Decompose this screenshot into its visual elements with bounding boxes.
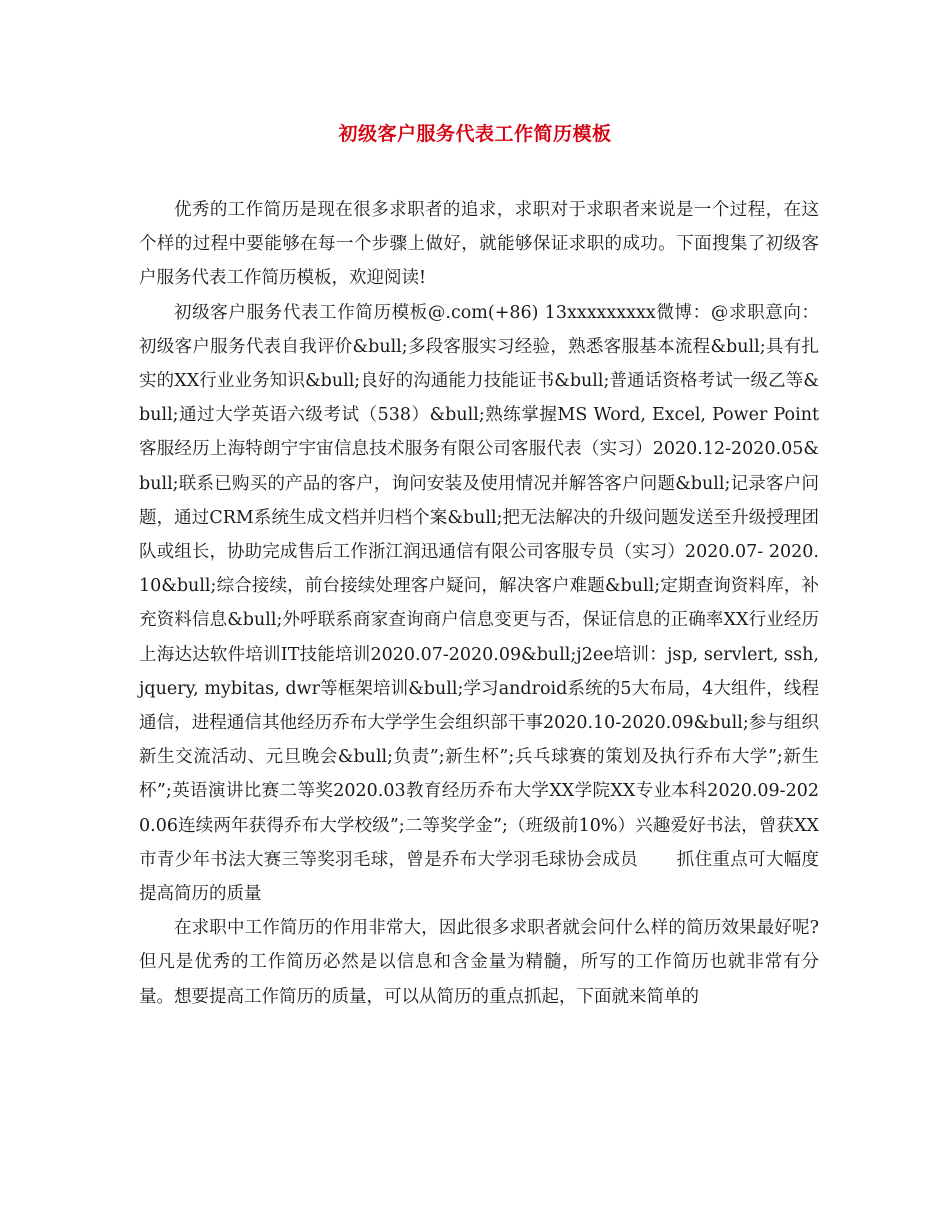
document-title: 初级客户服务代表工作简历模板: [338, 123, 612, 145]
inline-heading: 抓住重点可大幅度提高简历的质量: [139, 849, 820, 905]
intro-paragraph: 优秀的工作简历是现在很多求职者的追求，求职对于求职者来说是一个过程，在这个样的过程中要能够在每一个步骤上做好，就能够保证求职的成功。下面搜集了初级客户服务代表工作简历模板，欢迎阅读!: [139, 200, 819, 289]
document-body: [139, 193, 819, 1014]
closing-paragraph: 在求职中工作简历的作用非常大，因此很多求职者就会问什么样的简历效果最好呢?但凡是优秀的工作简历必然是以信息和含金量为精髓，所写的工作简历也就非常有分量。想要提高工作简历的质量，可以从简历的重点抓起，下面就来简单的: [139, 918, 819, 1007]
resume-content-text: 初级客户服务代表工作简历模板@.com(+86) 13xxxxxxxxx微博：@求职意向：初级客户服务代表自我评价&bull;多段客服实习经验，熟悉客服基本流程&bull;具有扎实的XX行业业务知识&bull;良好的沟通能力技能证书&bull;普通话资格考试一级乙等&bull;通过大学英语六级考试（538）&bull;熟练掌握MS Word, Excel, Power Point客服经历上海特朗宁宇宙信息技术服务有限公司客服代表（实习）2020.12-2020.05&bull;联系已购买的产品的客户，询问安装及使用情况并解答客户问题&bull;记录客户问题，通过CRM系统生成文档并归档个案&bull;把无法解决的升级问题发送至升级授理团队或组长，协助完成售后工作浙江润迅通信有限公司客服专员（实习）2020.07- 2020.10&bull;综合接续，前台接续处理客户疑问，解决客户难题&bull;定期查询资料库，补充资料信息&bull;外呼联系商家查询商户信息变更与否，保证信息的正确率XX行业经历上海达达软件培训IT技能培训2020.07-2020.09&bull;j2ee培训：jsp, servlert, ssh, jquery, mybitas, dwr等框架培训&bull;学习android系统的5大布局，4大组件，线程通信，进程通信其他经历乔布大学学生会组织部干事2020.10-2020.09&bull;参与组织新生交流活动、元旦晚会&bull;负责”;新生杯”;兵乓球赛的策划及执行乔布大学”;新生杯”;英语演讲比赛二等奖2020.03教育经历乔布大学XX学院XX专业本科2020.09-2020.06连续两年获得乔布大学校级”;二等奖学金”;（班级前10%）兴趣爱好书法，曾获XX市青少年书法大赛三等奖羽毛球，曾是乔布大学羽毛球协会成员: [139, 302, 819, 870]
resume-content-paragraph: [139, 296, 819, 912]
